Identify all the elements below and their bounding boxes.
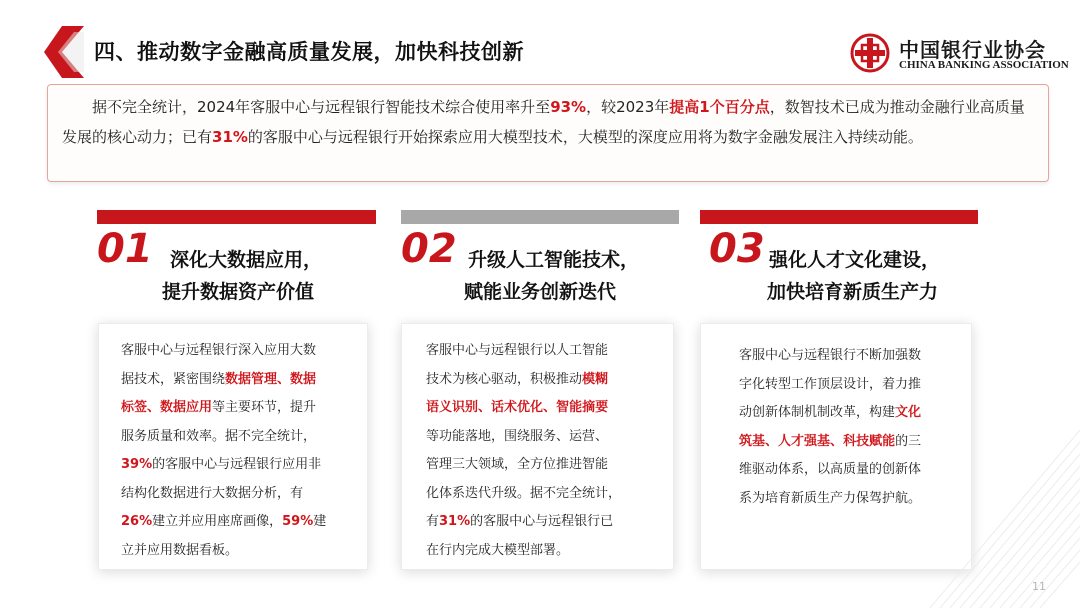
card-highlight: 59% bbox=[282, 514, 314, 529]
card-highlight: 智能摘要 bbox=[556, 400, 609, 415]
column-1-title bbox=[162, 244, 322, 308]
cba-emblem-icon bbox=[850, 33, 890, 73]
column-2-title bbox=[464, 244, 639, 308]
decorative-hatching bbox=[930, 430, 1080, 608]
intro-text: ，数智技术已成为推动金融行业高质量发展的核心动力；已有 bbox=[62, 98, 1025, 146]
column-2-number: 02 bbox=[401, 226, 457, 272]
card-line: 服务质量和效率。据不完全统计， bbox=[121, 428, 317, 444]
card-line: 维驱动体系，以高质量的创新体 bbox=[739, 462, 922, 477]
column-title-line: 提升数据资产价值 bbox=[162, 281, 315, 303]
column-title-line: 深化大数据应用， bbox=[170, 249, 323, 271]
card-text: 等主要环节，提升 bbox=[212, 400, 317, 415]
card-highlight: 科技赋能 bbox=[843, 433, 896, 449]
card-highlight: 、 bbox=[277, 371, 291, 387]
card-line: 字化转型工作顶层设计，着力推 bbox=[739, 376, 922, 392]
column-title-line: 加快培育新质生产力 bbox=[767, 281, 939, 303]
card-highlight: 数据应用 bbox=[160, 400, 213, 415]
card-line bbox=[739, 399, 971, 428]
card-line bbox=[426, 508, 673, 537]
column-title-line: 赋能业务创新迭代 bbox=[464, 281, 617, 303]
card-line: 立并应用数据看板。 bbox=[121, 542, 239, 558]
card-text: 动创新体制机制改革，构建 bbox=[739, 405, 896, 420]
intro-paragraph bbox=[47, 84, 1049, 182]
card-line: 客服中心与远程银行不断加强数 bbox=[739, 348, 922, 363]
card-text: 建立并应用座席画像， bbox=[152, 514, 283, 529]
card-line: 客服中心与远程银行以人工智能 bbox=[426, 343, 609, 358]
card-line: 客服中心与远程银行深入应用大数 bbox=[121, 343, 317, 358]
logo-english-name: CHINA BANKING ASSOCIATION bbox=[899, 59, 1069, 71]
card-highlight: 模糊 bbox=[582, 371, 609, 387]
card-highlight: 、 bbox=[830, 433, 844, 449]
card-highlight: 数据管理 bbox=[225, 371, 278, 387]
card-line: 系为培育新质生产力保驾护航。 bbox=[739, 490, 922, 506]
card-line bbox=[121, 394, 367, 423]
column-3-title bbox=[767, 244, 940, 308]
column-title-line: 升级人工智能技术， bbox=[468, 249, 640, 271]
page-title: 四、推动数字金融高质量发展，加快科技创新 bbox=[94, 40, 524, 64]
page-number: 11 bbox=[1032, 580, 1046, 593]
intro-text: ，较2023年 bbox=[586, 98, 670, 116]
card-line bbox=[426, 394, 673, 423]
column-2-card bbox=[401, 323, 674, 570]
column-title-line: 强化人才文化建设， bbox=[769, 249, 941, 271]
back-chevron-icon[interactable] bbox=[44, 26, 84, 78]
card-highlight: 、 bbox=[478, 400, 492, 415]
card-text: 技术为核心驱动，积极推动 bbox=[426, 371, 583, 387]
card-text: 据技术，紧密围绕 bbox=[121, 371, 226, 387]
logo-chinese-name: 中国银行业协会 bbox=[899, 38, 1046, 62]
card-text: 的三 bbox=[895, 433, 922, 449]
intro-highlight: 提高1个百分点 bbox=[669, 98, 770, 116]
card-highlight: 31% bbox=[439, 514, 471, 529]
card-highlight: 人才强基 bbox=[778, 433, 831, 449]
column-1-bar bbox=[97, 210, 376, 224]
card-highlight: 数据 bbox=[290, 371, 317, 387]
column-3-bar bbox=[700, 210, 978, 224]
card-line bbox=[121, 508, 367, 537]
card-highlight: 筑基 bbox=[739, 433, 766, 449]
card-highlight: 、 bbox=[765, 433, 779, 449]
card-highlight: 39% bbox=[121, 457, 153, 472]
card-line bbox=[121, 451, 367, 480]
card-line: 管理三大领域，全方位推进智能 bbox=[426, 457, 609, 472]
card-line bbox=[121, 366, 367, 395]
card-highlight: 话术优化 bbox=[491, 400, 544, 415]
intro-highlight: 31% bbox=[212, 128, 248, 146]
intro-text: 的客服中心与远程银行开始探索应用大模型技术，大模型的深度应用将为数字金融发展注入持续动能。 bbox=[247, 128, 923, 146]
cba-logo bbox=[850, 32, 1069, 76]
intro-highlight: 93% bbox=[550, 98, 587, 116]
card-highlight: 26% bbox=[121, 514, 153, 529]
card-text: 的客服中心与远程银行已 bbox=[470, 514, 614, 529]
card-line: 等功能落地，围绕服务、运营、 bbox=[426, 428, 609, 444]
card-line: 化体系迭代升级。据不完全统计， bbox=[426, 485, 622, 501]
card-text: 的客服中心与远程银行应用非 bbox=[152, 457, 322, 472]
card-highlight: 、 bbox=[147, 400, 161, 415]
intro-text: 据不完全统计，2024年客服中心与远程银行智能技术综合使用率升至 bbox=[92, 98, 551, 116]
card-highlight: 文化 bbox=[895, 405, 922, 420]
column-1-number: 01 bbox=[97, 226, 153, 272]
column-2-bar bbox=[401, 210, 679, 224]
card-text: 有 bbox=[426, 514, 440, 529]
card-line: 结构化数据进行大数据分析，有 bbox=[121, 485, 304, 501]
column-3-number: 03 bbox=[709, 226, 765, 272]
card-line: 在行内完成大模型部署。 bbox=[426, 542, 570, 558]
card-highlight: 、 bbox=[543, 400, 557, 415]
card-line bbox=[426, 366, 673, 395]
card-highlight: 语义识别 bbox=[426, 400, 479, 415]
card-text: 建 bbox=[313, 514, 327, 529]
column-1-card bbox=[98, 323, 368, 570]
card-highlight: 标签 bbox=[121, 400, 148, 415]
